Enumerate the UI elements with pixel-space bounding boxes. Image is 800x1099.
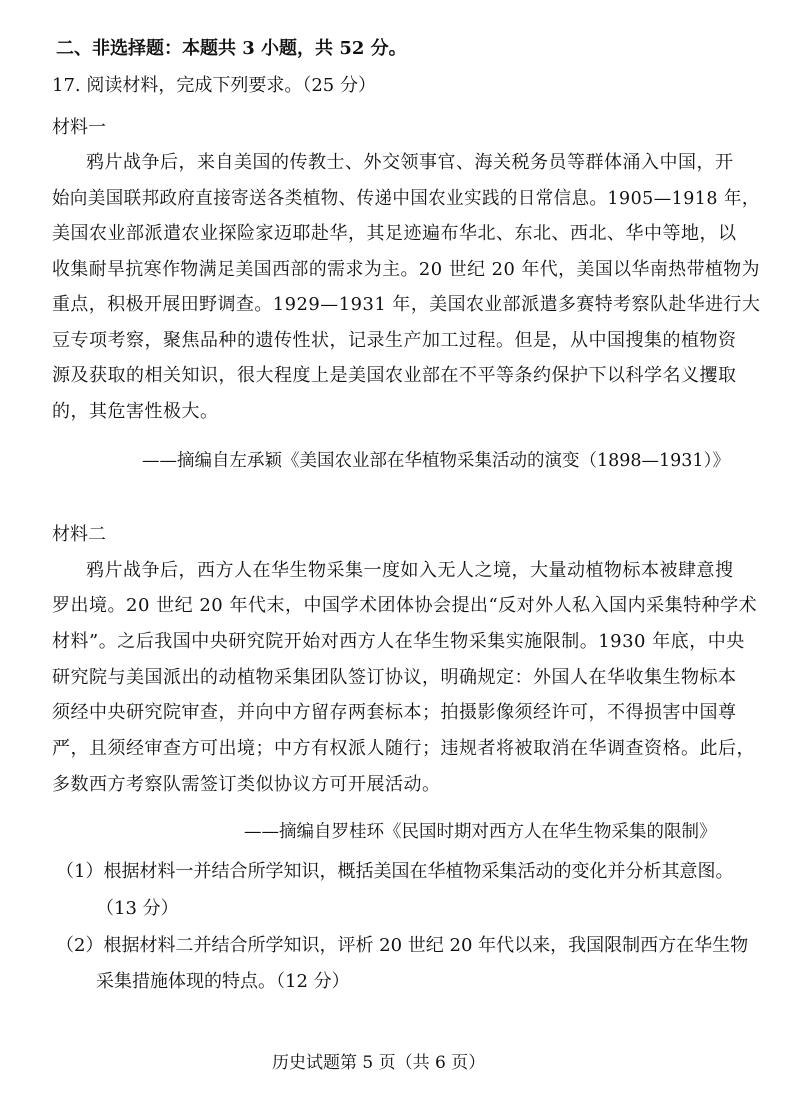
material2-line: 材料”。之后我国中央研究院开始对西方人在华生物采集实施限制。1930 年底，中央 [52,631,745,652]
sub-question-2: （2）根据材料二并结合所学知识，评析 20 世纪 20 年代以来，我国限制西方在华生物 [56,935,749,956]
material1-line: 始向美国联邦政府直接寄送各类植物、传递中国农业实践的日常信息。1905—1918 年， [52,188,760,209]
material2-source: ——摘编自罗桂环《民国时期对西方人在华生物采集的限制》 [244,822,717,842]
question-stem: 17. 阅读材料，完成下列要求。（25 分） [52,75,376,96]
sub-question-1-score: （13 分） [96,898,179,919]
material1-line: 鸦片战争后，来自美国的传教士、外交领事官、海关税务员等群体涌入中国，开 [86,152,734,173]
material1-line: 收集耐旱抗寒作物满足美国西部的需求为主。20 世纪 20 年代，美国以华南热带植物为 [52,259,760,280]
material1-title: 材料一 [52,117,106,138]
material1-source: ——摘编自左承颖《美国农业部在华植物采集活动的演变（1898—1931）》 [142,451,730,471]
material2-line: 罗出境。20 世纪 20 年代末，中国学术团体协会提出“反对外人私入国内采集特种学术 [52,595,758,616]
material2-title: 材料二 [52,524,106,545]
material2-line: 研究院与美国派出的动植物采集团队签订协议，明确规定：外国人在华收集生物标本 [52,667,737,688]
material1-line: 源及获取的相关知识，很大程度上是美国农业部在不平等条约保护下以科学名义攫取 [52,365,737,386]
material2-line: 须经中央研究院审查，并向中方留存两套标本；拍摄影像须经许可，不得损害中国尊 [52,702,737,723]
page-footer: 历史试题第 5 页（共 6 页） [272,1053,486,1073]
material1-line: 美国农业部派遣农业探险家迈耶赴华，其足迹遍布华北、东北、西北、华中等地，以 [52,223,737,244]
material1-line: 豆专项考察，聚焦品种的遗传性状，记录生产加工过程。但是，从中国搜集的植物资 [52,330,737,351]
material2-line: 多数西方考察队需签订类似协议方可开展活动。 [52,774,441,795]
sub-question-1: （1）根据材料一并结合所学知识，概括美国在华植物采集活动的变化并分析其意图。 [56,861,734,882]
material1-line: 的，其危害性极大。 [52,401,219,422]
sub-question-2-cont: 采集措施体现的特点。（12 分） [96,971,350,992]
material1-line: 重点，积极开展田野调查。1929—1931 年，美国农业部派遣多赛特考察队赴华进行大 [52,294,761,315]
section-header: 二、非选择题：本题共 3 小题，共 52 分。 [56,38,407,59]
material2-line: 鸦片战争后，西方人在华生物采集一度如入无人之境，大量动植物标本被肆意搜 [86,560,734,581]
material2-line: 严，且须经审查方可出境；中方有权派人随行；违规者将被取消在华调查资格。此后， [52,738,755,759]
